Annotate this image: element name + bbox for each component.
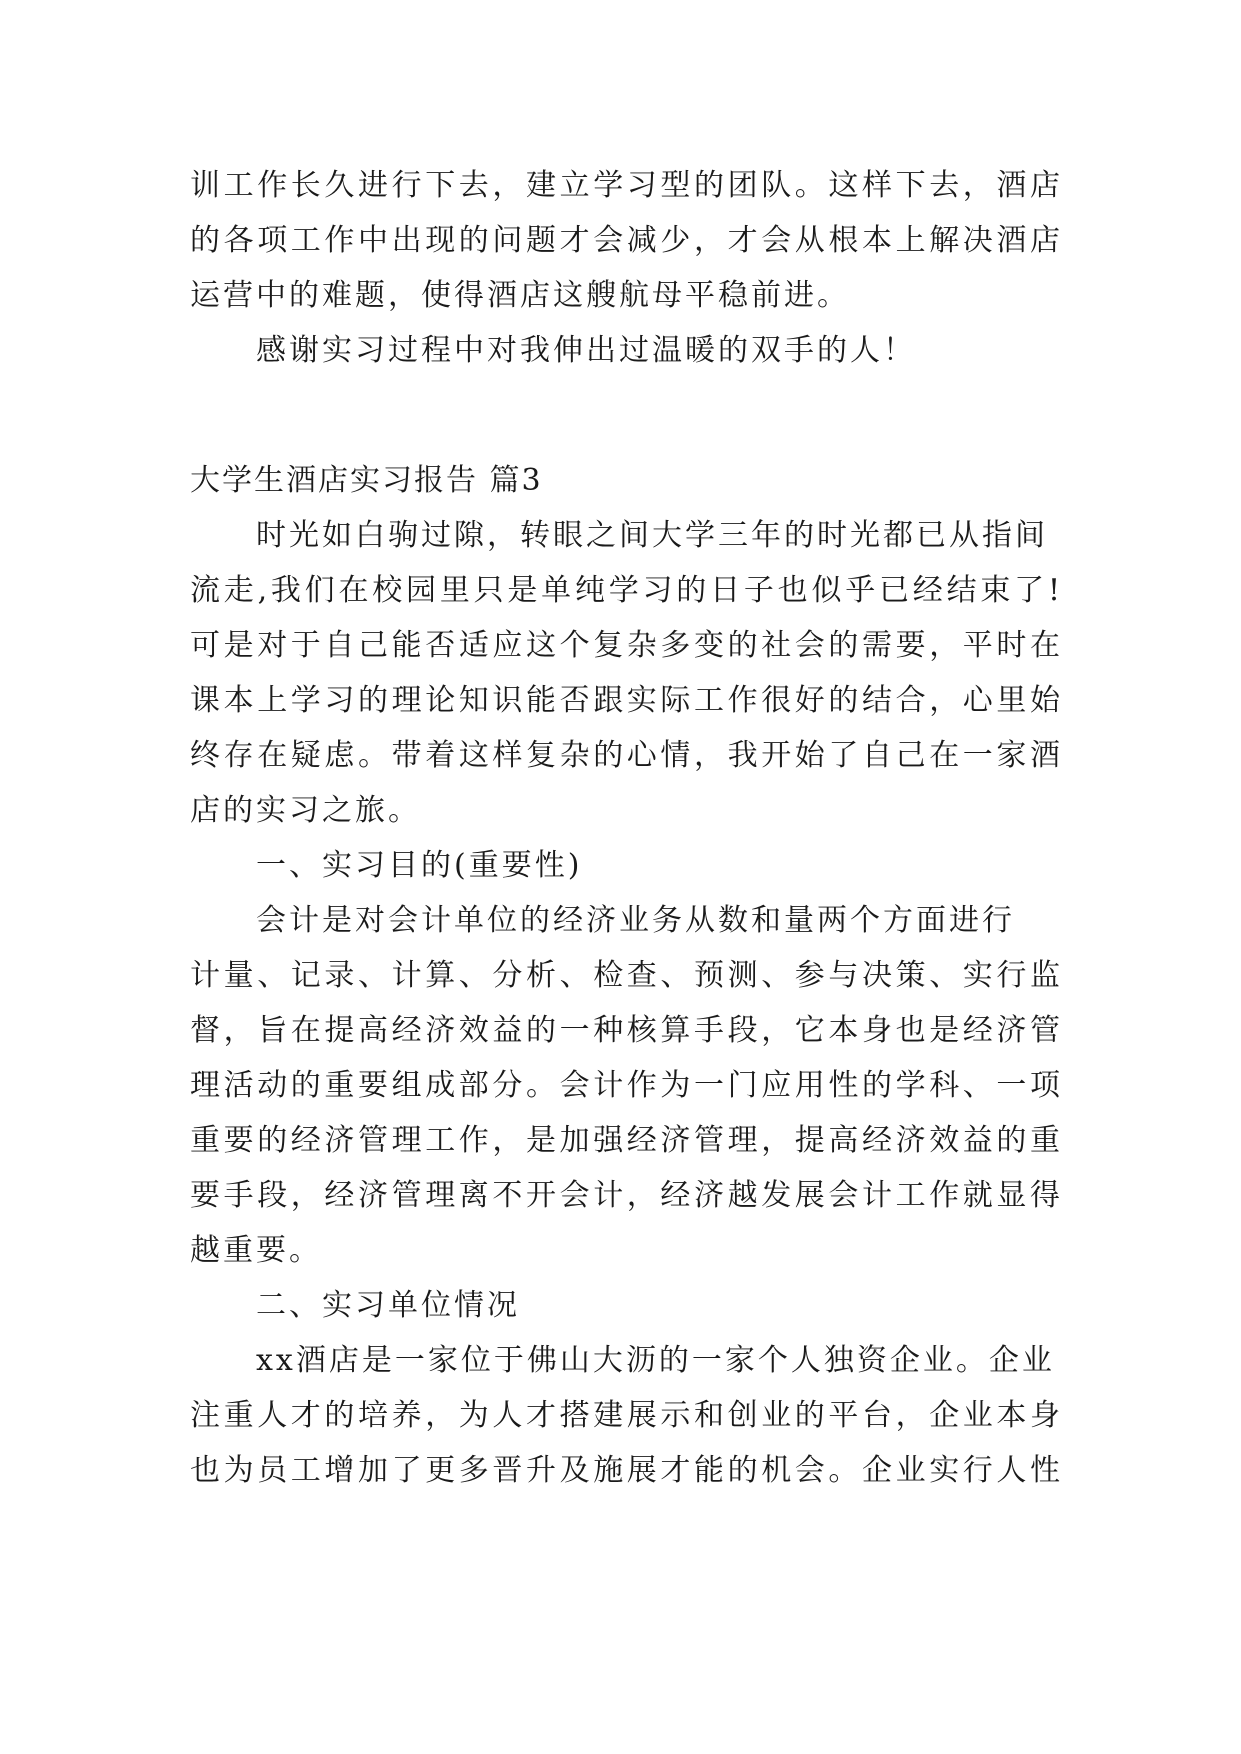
paragraph-line: 店的实习之旅。 [190,793,421,828]
paragraph-line: 的各项工作中出现的问题才会减少，才会从根本上解决酒店 [190,223,1060,258]
paragraph-line: 理活动的重要组成部分。会计作为一门应用性的学科、一项 [190,1068,1060,1103]
paragraph-line: 计量、记录、计算、分析、检查、预测、参与决策、实行监 [190,958,1060,993]
thanks-line: 感谢实习过程中对我伸出过温暖的双手的人！ [256,333,916,368]
paragraph-line: 课本上学习的理论知识能否跟实际工作很好的结合，心里始 [190,683,1060,718]
paragraph-line: 可是对于自己能否适应这个复杂多变的社会的需要，平时在 [190,628,1060,663]
paragraph-line: 督，旨在提高经济效益的一种核算手段，它本身也是经济管 [190,1013,1060,1048]
section-spacer [190,378,1060,453]
paragraph-line: 流走,我们在校园里只是单纯学习的日子也似乎已经结束了! [190,573,1060,608]
paragraph-line: 时光如白驹过隙，转眼之间大学三年的时光都已从指间 [256,518,1048,553]
section-heading: 一、实习目的(重要性) [256,848,583,883]
paragraph-line: 会计是对会计单位的经济业务从数和量两个方面进行 [256,903,1015,938]
paragraph-line: 重要的经济管理工作，是加强经济管理，提高经济效益的重 [190,1123,1060,1158]
section-title: 大学生酒店实习报告 篇3 [190,463,543,498]
paragraph-line: 注重人才的培养，为人才搭建展示和创业的平台，企业本身 [190,1398,1060,1433]
paragraph-line: 运营中的难题，使得酒店这艘航母平稳前进。 [190,278,850,313]
document-body [190,158,1060,1498]
paragraph-line: 终存在疑虑。带着这样复杂的心情，我开始了自己在一家酒 [190,738,1060,773]
section-heading: 二、实习单位情况 [256,1288,520,1323]
paragraph-line: 训工作长久进行下去，建立学习型的团队。这样下去，酒店 [190,168,1060,203]
paragraph-line: xx酒店是一家位于佛山大沥的一家个人独资企业。企业 [256,1343,1055,1378]
paragraph-line: 要手段，经济管理离不开会计，经济越发展会计工作就显得 [190,1178,1060,1213]
paragraph-line: 也为员工增加了更多晋升及施展才能的机会。企业实行人性 [190,1453,1060,1488]
paragraph-line: 越重要。 [190,1233,322,1268]
